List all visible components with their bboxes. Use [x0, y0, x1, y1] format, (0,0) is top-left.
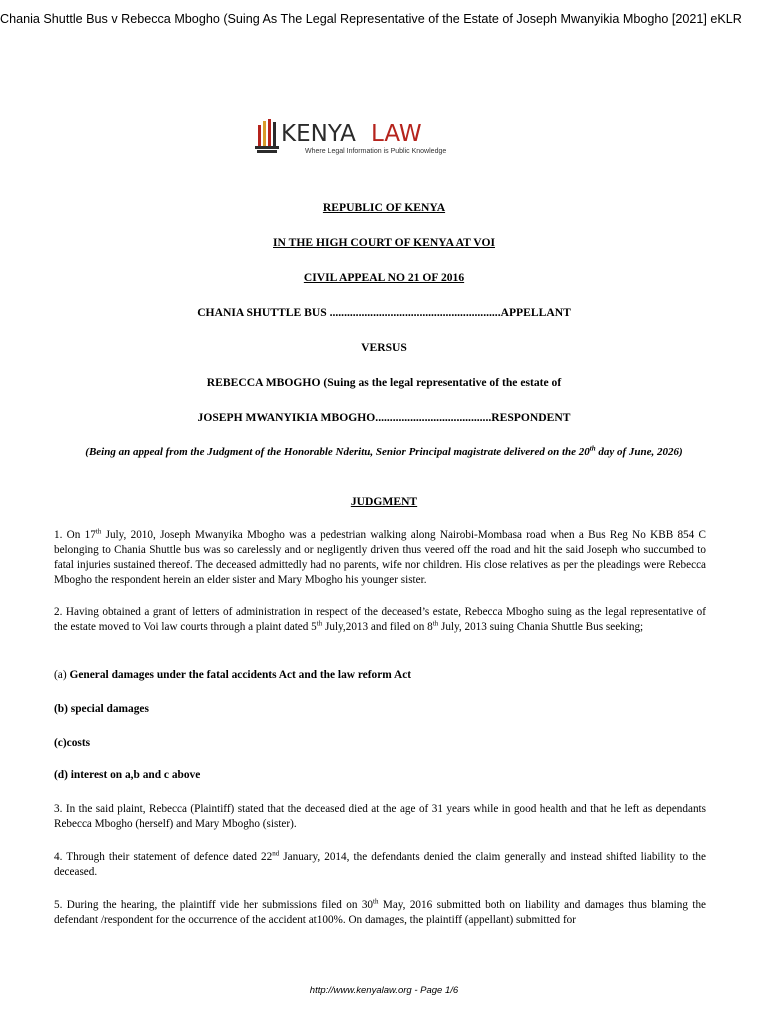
paragraph-3: 3. In the said plaint, Rebecca (Plaintiff) stated that the deceased died at the age of 31 years while in good health and that he left as dependants Rebecca Mbogho (herself) and Mary Mbogho (sister).	[54, 803, 706, 830]
p1-text-b: July, 2010, Joseph Mwanyika Mbogho was a pedestrian walking along Nairobi-Mombasa road when a Bus Reg No KBB 854 C belonging to Chania Shuttle bus was so carelessly and or negligently driven thus veered off the road and hit the said Joseph who succumbed to fatal injuries sustained thereof. The deceased admittedly had no parents, wife nor children. His close relatives as per the pleadings were Rebecca Mbogho the respondent herein an elder sister and Mary Mbogho his younger sister.	[54, 529, 706, 586]
logo-name-kenya: KENYA	[281, 121, 356, 147]
p2-text-a: 2. Having obtained a grant of letters of administration in respect of the deceased’s estate, Rebecca Mbogho suing as the legal representative of the estate moved to Voi law courts through a plaint dated 5	[54, 606, 706, 633]
paragraph-5	[54, 898, 706, 928]
appeal-note-text: (Being an appeal from the Judgment of the Honorable Nderitu, Senior Principal magistrate delivered on the 20	[85, 446, 590, 458]
kenya-law-logo	[254, 114, 464, 160]
paragraph-2	[54, 605, 706, 635]
p5-text-b: May, 2016 submitted both on liability and damages thus blaming the defendant /respondent for the occurrence of the accident at100%. On damages, the plaintiff (appellant) submitted for	[54, 899, 707, 926]
p4-sup: nd	[272, 849, 280, 858]
document-title: Chania Shuttle Bus v Rebecca Mbogho (Suing As The Legal Representative of the Estate of Joseph Mwanyikia Mbogho [2021] eKLR	[0, 12, 742, 26]
logo-tagline: Where Legal Information is Public Knowledge	[305, 148, 447, 155]
p4-text-a: 4. Through their statement of defence dated 22	[54, 851, 273, 863]
appeal-note	[48, 445, 720, 460]
respondent-line-2: JOSEPH MWANYIKIA MBOGHO........................................RESPONDENT	[197, 411, 571, 424]
logo-name-law: LAW	[371, 121, 422, 147]
versus-line: VERSUS	[361, 341, 407, 354]
p2-text-c: July, 2013 suing Chania Shuttle Bus seeking;	[438, 621, 644, 633]
page-footer-link[interactable]: http://www.kenyalaw.org - Page 1/6	[309, 985, 459, 996]
judgment-title: JUDGMENT	[350, 495, 418, 508]
relief-item-b: (b) special damages	[54, 703, 149, 715]
relief-item-d: (d) interest on a,b and c above	[54, 769, 201, 781]
appellant-line: CHANIA SHUTTLE BUS ...........................................................APPELLANT	[197, 306, 571, 319]
relief-item-a-text: General damages under the fatal accidents Act and the law reform Act	[69, 669, 412, 681]
p1-sup: th	[95, 527, 102, 536]
p5-text-a: 5. During the hearing, the plaintiff vide her submissions filed on 30	[54, 899, 374, 911]
paragraph-4	[54, 850, 706, 880]
relief-item-c: (c)costs	[54, 737, 91, 749]
p2-sup-2: th	[432, 619, 439, 628]
pillars-icon	[255, 119, 279, 153]
paragraph-1	[54, 528, 706, 588]
appeal-note-sup: th	[589, 444, 596, 453]
appeal-number: CIVIL APPEAL NO 21 OF 2016	[303, 271, 465, 284]
p2-text-b: July,2013 and filed on 8	[322, 621, 433, 633]
p2-sup-1: th	[316, 619, 323, 628]
respondent-line-1: REBECCA MBOGHO (Suing as the legal representative of the estate of	[206, 376, 562, 389]
appeal-note-text-end: day of June, 2026)	[595, 446, 683, 458]
relief-item-a	[54, 669, 411, 681]
p4-text-b: January, 2014, the defendants denied the claim generally and instead shifted liability to the deceased.	[54, 851, 706, 878]
republic-heading: REPUBLIC OF KENYA	[322, 201, 446, 214]
p1-text-a: 1. On 17	[54, 529, 96, 541]
relief-item-a-label: (a)	[54, 669, 70, 681]
court-heading: IN THE HIGH COURT OF KENYA AT VOI	[273, 236, 495, 249]
p5-sup: th	[373, 897, 379, 906]
